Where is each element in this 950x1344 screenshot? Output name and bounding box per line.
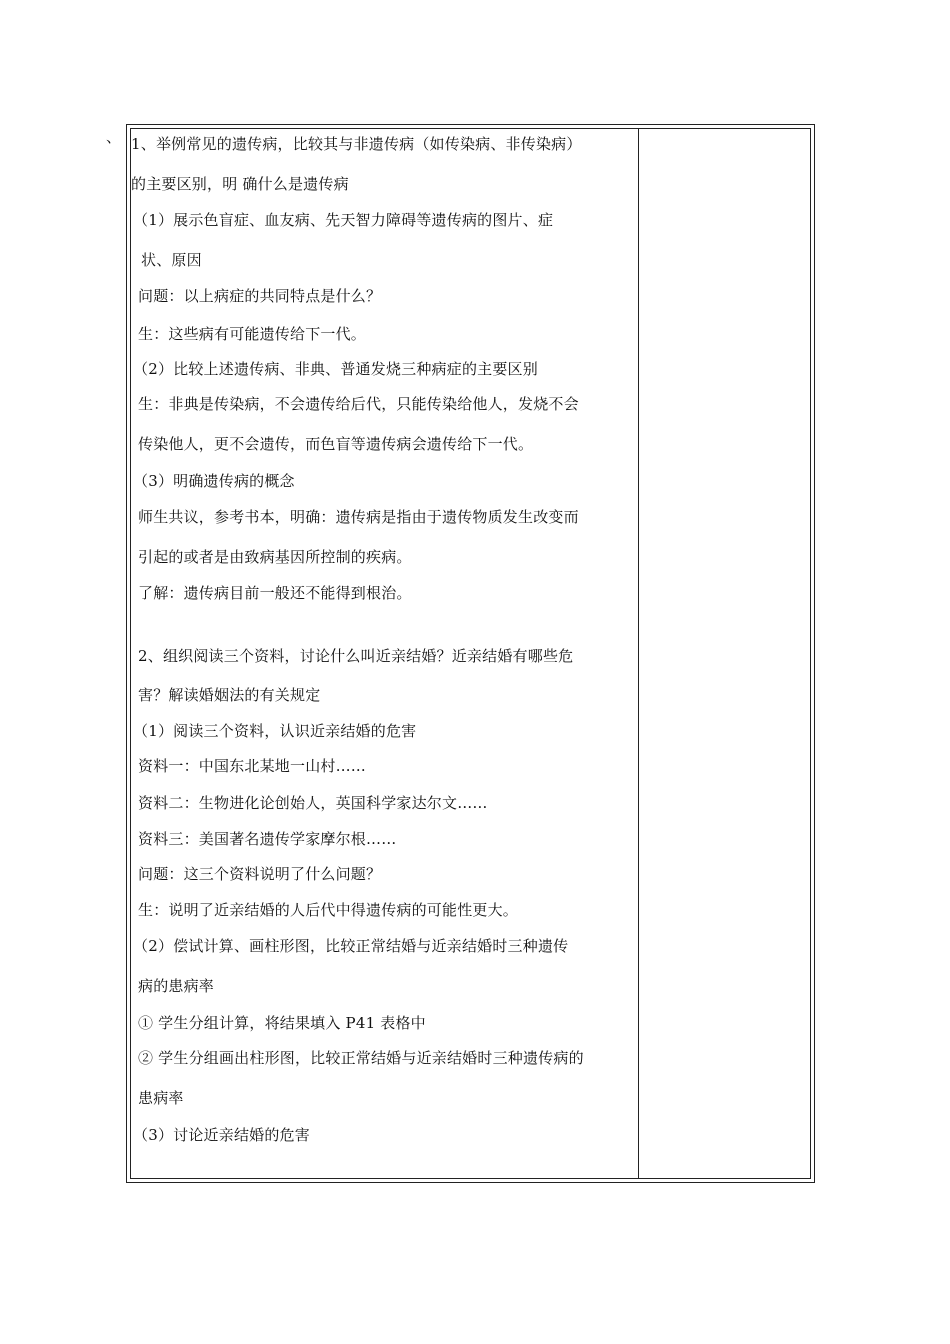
text-line: （1）展示色盲症、血友病、先天智力障碍等遗传病的图片、症 bbox=[133, 211, 554, 229]
text-line: （3）讨论近亲结婚的危害 bbox=[133, 1126, 310, 1144]
text-line: 生：这些病有可能遗传给下一代。 bbox=[138, 325, 367, 343]
text-line: 资料一：中国东北某地一山村…… bbox=[138, 757, 367, 775]
text-line: 生：非典是传染病，不会遗传给后代，只能传染给他人，发烧不会 bbox=[138, 395, 579, 413]
text-line: ② 学生分组画出柱形图，比较正常结婚与近亲结婚时三种遗传病的 bbox=[138, 1049, 584, 1067]
text-line: 害？解读婚姻法的有关规定 bbox=[138, 686, 321, 704]
text-line: （1）阅读三个资料，认识近亲结婚的危害 bbox=[133, 722, 417, 740]
text-line: （2）偿试计算、画柱形图，比较正常结婚与近亲结婚时三种遗传 bbox=[133, 937, 569, 955]
text-line: 2、组织阅读三个资料，讨论什么叫近亲结婚？近亲结婚有哪些危 bbox=[138, 647, 574, 665]
text-line: 引起的或者是由致病基因所控制的疾病。 bbox=[138, 548, 412, 566]
notes-cell bbox=[639, 128, 811, 1179]
text-line: 师生共议，参考书本，明确：遗传病是指由于遗传物质发生改变而 bbox=[138, 508, 579, 526]
text-line: 1、举例常见的遗传病，比较其与非遗传病（如传染病、非传染病） bbox=[131, 135, 582, 153]
text-line: （2）比较上述遗传病、非典、普通发烧三种病症的主要区别 bbox=[133, 360, 538, 378]
text-line: 传染他人，更不会遗传，而色盲等遗传病会遗传给下一代。 bbox=[138, 435, 534, 453]
text-line: 问题：以上病症的共同特点是什么？ bbox=[138, 287, 382, 305]
text-line: 患病率 bbox=[138, 1089, 184, 1107]
text-line: 病的患病率 bbox=[138, 977, 215, 995]
text-line: 了解：遗传病目前一般还不能得到根治。 bbox=[138, 584, 412, 602]
margin-mark: 、 bbox=[106, 128, 122, 146]
text-line: 资料二：生物进化论创始人，英国科学家达尔文…… bbox=[138, 794, 488, 812]
lesson-table bbox=[126, 124, 815, 1183]
text-line: 状、原因 bbox=[141, 251, 202, 269]
text-line: ① 学生分组计算，将结果填入 P41 表格中 bbox=[138, 1014, 426, 1032]
text-line: （3）明确遗传病的概念 bbox=[133, 472, 295, 490]
text-line: 问题：这三个资料说明了什么问题？ bbox=[138, 865, 382, 883]
text-line: 生：说明了近亲结婚的人后代中得遗传病的可能性更大。 bbox=[138, 901, 519, 919]
text-line: 资料三：美国著名遗传学家摩尔根…… bbox=[138, 830, 397, 848]
content-cell bbox=[130, 128, 639, 1179]
text-line: 的主要区别，明 确什么是遗传病 bbox=[131, 175, 349, 193]
